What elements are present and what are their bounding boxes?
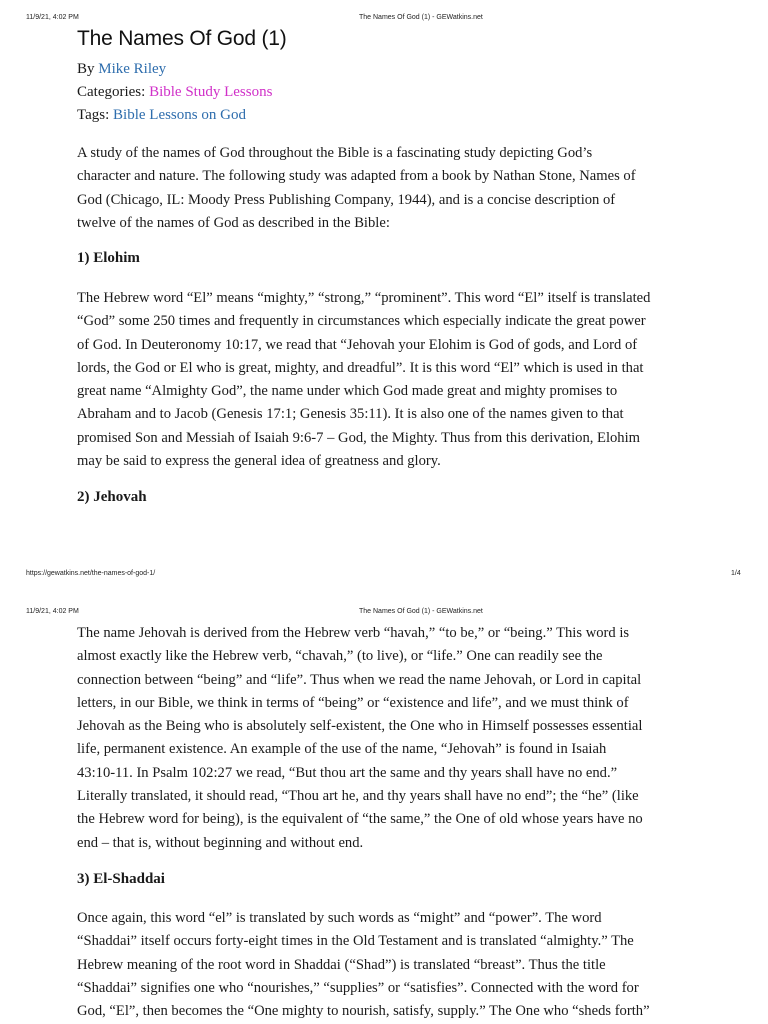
section-heading-jehovah: 2) Jehovah [77,489,147,505]
paragraph-line: Once again, this word “el” is translated by such words as “might” and “power”. The word [77,910,602,926]
print-url: https://gewatkins.net/the-names-of-god-1/ [26,570,156,577]
tags-line [77,105,246,125]
print-date: 11/9/21, 4:02 PM [26,14,79,21]
print-page-number: 1/4 [731,570,741,577]
intro-paragraph [77,142,697,235]
intro-line: God (Chicago, IL: Moody Press Publishing Company, 1944), and is a concise description of [77,191,616,208]
categories-line [77,82,272,102]
elohim-paragraph [77,287,697,473]
intro-line: character and nature. The following study was adapted from a book by Nathan Stone, Names of [77,168,636,185]
paragraph-line: “Shaddai” signifies one who “nourishes,” “supplies” or “satisfies”. Connected with the word for [77,979,639,996]
paragraph-line: 43:10-11. In Psalm 102:27 we read, “But thou art the same and thy years shall have no end.” [77,764,618,781]
tag-link[interactable]: Bible Lessons on God [113,107,246,123]
paragraph-line: “God” some 250 times and frequently in circumstances which especially indicate the great power [77,313,646,330]
paragraph-line: letters, in our Bible, we think in terms of “being” or “existence and life”, and we must think of [77,694,629,711]
el-shaddai-paragraph [77,907,697,1023]
intro-line: twelve of the names of God as described in the Bible: [77,214,390,231]
paragraph-line: lords, the God or El who is great, mighty, and dreadful”. It is this word “El” which is used in that [77,359,644,376]
paragraph-line: God, “El”, then becomes the “One mighty to nourish, satisfy, supply.” The One who “sheds forth” [77,1003,650,1020]
author-line [77,59,166,79]
author-link[interactable]: Mike Riley [98,61,167,77]
paragraph-line: Hebrew meaning of the root word in Shaddai (“Shad”) is translated “breast”. Thus the title [77,956,606,973]
print-page-title: The Names Of God (1) - GEWatkins.net [359,14,483,21]
jehovah-paragraph [77,622,697,855]
paragraph-line: of God. In Deuteronomy 10:17, we read that “Jehovah your Elohim is God of gods, and Lord of [77,336,638,353]
print-page-title: The Names Of God (1) - GEWatkins.net [359,608,483,615]
page-title: The Names Of God (1) [77,27,287,50]
paragraph-line: The Hebrew word “El” means “mighty,” “strong,” “prominent”. This word “El” itself is translated [77,290,651,306]
paragraph-line: great name “Almighty God”, the name under which God made great and mighty promises to [77,383,618,400]
paragraph-line: “Shaddai” itself occurs forty-eight times in the Old Testament and is translated “almighty.” The [77,933,634,950]
category-link[interactable]: Bible Study Lessons [149,84,273,100]
author-label: By [77,61,95,77]
paragraph-line: life, permanent existence. An example of the use of the name, “Jehovah” is found in Isaiah [77,741,607,758]
paragraph-line: the Hebrew word for being), is the equivalent of “the same,” the One of old whose years have no [77,811,643,828]
intro-line: A study of the names of God throughout the Bible is a fascinating study depicting God’s [77,145,593,161]
categories-label: Categories: [77,84,146,100]
paragraph-line: end – that is, without beginning and without end. [77,834,364,851]
paragraph-line: may be said to express the general idea of greatness and glory. [77,453,441,470]
section-heading-el-shaddai: 3) El-Shaddai [77,871,165,887]
section-heading-elohim: 1) Elohim [77,250,140,266]
paragraph-line: almost exactly like the Hebrew verb, “chavah,” (to live), or “life.” One can readily see the [77,648,603,665]
tags-label: Tags: [77,107,110,123]
paragraph-line: Jehovah as the Being who is absolutely self-existent, the One who in Himself possesses essential [77,718,643,735]
print-date: 11/9/21, 4:02 PM [26,608,79,615]
paragraph-line: Literally translated, it should read, “Thou art he, and thy years shall have no end”; the “he” (like [77,788,639,805]
paragraph-line: Abraham and to Jacob (Genesis 17:1; Genesis 35:11). It is also one of the names given to that [77,406,624,423]
paragraph-line: The name Jehovah is derived from the Hebrew verb “havah,” “to be,” or “being.” This word is [77,625,630,641]
paragraph-line: connection between “being” and “life”. Thus when we read the name Jehovah, or Lord in capital [77,671,642,688]
paragraph-line: promised Son and Messiah of Isaiah 9:6-7 – God, the Mighty. Thus from this derivation, Elohim [77,429,641,446]
